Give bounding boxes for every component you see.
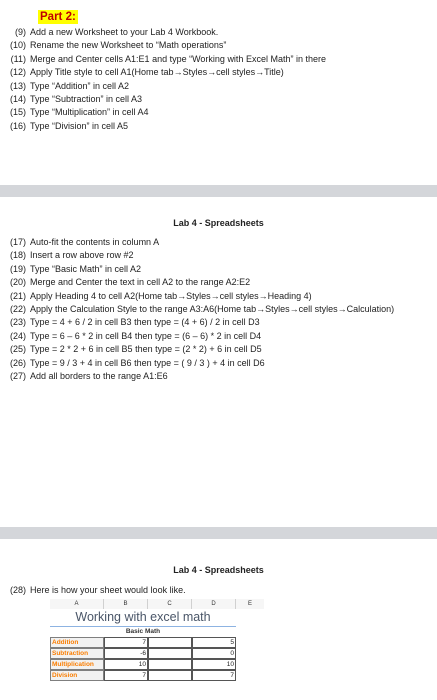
value-cell-b: 7 xyxy=(104,670,148,681)
instruction-list-1 xyxy=(0,26,420,133)
list-item: (11) Merge and Center cells A1:E1 and type “Working with Excel Math” in there xyxy=(10,53,326,64)
instruction-list-3 xyxy=(0,584,400,597)
value-cell-b: 10 xyxy=(104,659,148,670)
value-cell-b: 7 xyxy=(104,637,148,648)
sheet-subtitle: Basic Math xyxy=(125,628,161,635)
list-item: (20) Merge and Center the text in cell A2 to the range A2:E2 xyxy=(9,277,251,288)
value-cell-d: 7 xyxy=(192,670,236,681)
label-cell: Subtraction xyxy=(50,648,104,659)
value-cell-d: 5 xyxy=(192,637,236,648)
label-cell: Addition xyxy=(50,637,104,648)
part-title: Part 2: xyxy=(40,11,76,23)
value-cell-c xyxy=(148,659,192,670)
column-header: C xyxy=(148,599,192,609)
list-item: (15) Type “Multiplication” in cell A4 xyxy=(9,107,149,118)
list-item: (14) Type “Subtraction” in cell A3 xyxy=(9,94,143,105)
list-item: (16) Type “Division” in cell A5 xyxy=(9,120,129,131)
list-item: (23) Type = 4 + 6 / 2 in cell B3 then type = (4 + 6) / 2 in cell D3 xyxy=(9,317,260,328)
document-page-1 xyxy=(0,0,437,178)
value-cell-c xyxy=(148,670,192,681)
label-cell: Division xyxy=(50,670,104,681)
page-separator xyxy=(0,185,437,197)
value-cell-c xyxy=(148,637,192,648)
list-item: (21) Apply Heading 4 to cell A2(Home tab→Styles→cell styles→Heading 4) xyxy=(9,290,312,301)
list-item: (18) Insert a row above row #2 xyxy=(9,250,134,261)
page-heading: Lab 4 - Spreadsheets xyxy=(173,218,264,228)
list-item: (19) Type “Basic Math” in cell A2 xyxy=(9,263,142,274)
list-item: (24) Type = 6 – 6 * 2 in cell B4 then type = (6 – 6) * 2 in cell D4 xyxy=(9,330,262,341)
list-item: (27) Add all borders to the range A1:E6 xyxy=(9,371,168,382)
column-header: E xyxy=(236,599,264,609)
list-item: (10) Rename the new Worksheet to “Math operations” xyxy=(9,40,227,51)
instruction-list-2 xyxy=(0,236,400,383)
list-item: (13) Type “Addition” in cell A2 xyxy=(9,80,130,91)
column-header: A xyxy=(50,599,104,609)
list-item: (17) Auto-fit the contents in column A xyxy=(9,237,160,247)
list-item: (9) Add a new Worksheet to your Lab 4 Workbook. xyxy=(15,27,219,37)
spreadsheet-preview xyxy=(50,599,252,687)
value-cell-b: -6 xyxy=(104,648,148,659)
column-header: D xyxy=(192,599,236,609)
value-cell-c xyxy=(148,648,192,659)
list-item: (22) Apply the Calculation Style to the range A3:A6(Home tab→Styles→cell styles→Calculation) xyxy=(9,304,395,315)
list-item: (26) Type = 9 / 3 + 4 in cell B6 then type = ( 9 / 3 ) + 4 in cell D6 xyxy=(9,357,265,368)
list-item: (25) Type = 2 * 2 + 6 in cell B5 then type = (2 * 2) + 6 in cell D5 xyxy=(9,344,262,355)
value-cell-d: 0 xyxy=(192,648,236,659)
list-item: (12) Apply Title style to cell A1(Home tab→Styles→cell styles→Title) xyxy=(9,67,284,78)
label-cell: Multiplication xyxy=(50,659,104,670)
list-item: (28) Here is how your sheet would look like. xyxy=(9,585,186,595)
page-heading: Lab 4 - Spreadsheets xyxy=(173,565,264,575)
page-separator xyxy=(0,527,437,539)
value-cell-d: 10 xyxy=(192,659,236,670)
document-page-2 xyxy=(0,197,437,527)
column-header: B xyxy=(104,599,148,609)
sheet-title: Working with excel math xyxy=(50,609,236,627)
